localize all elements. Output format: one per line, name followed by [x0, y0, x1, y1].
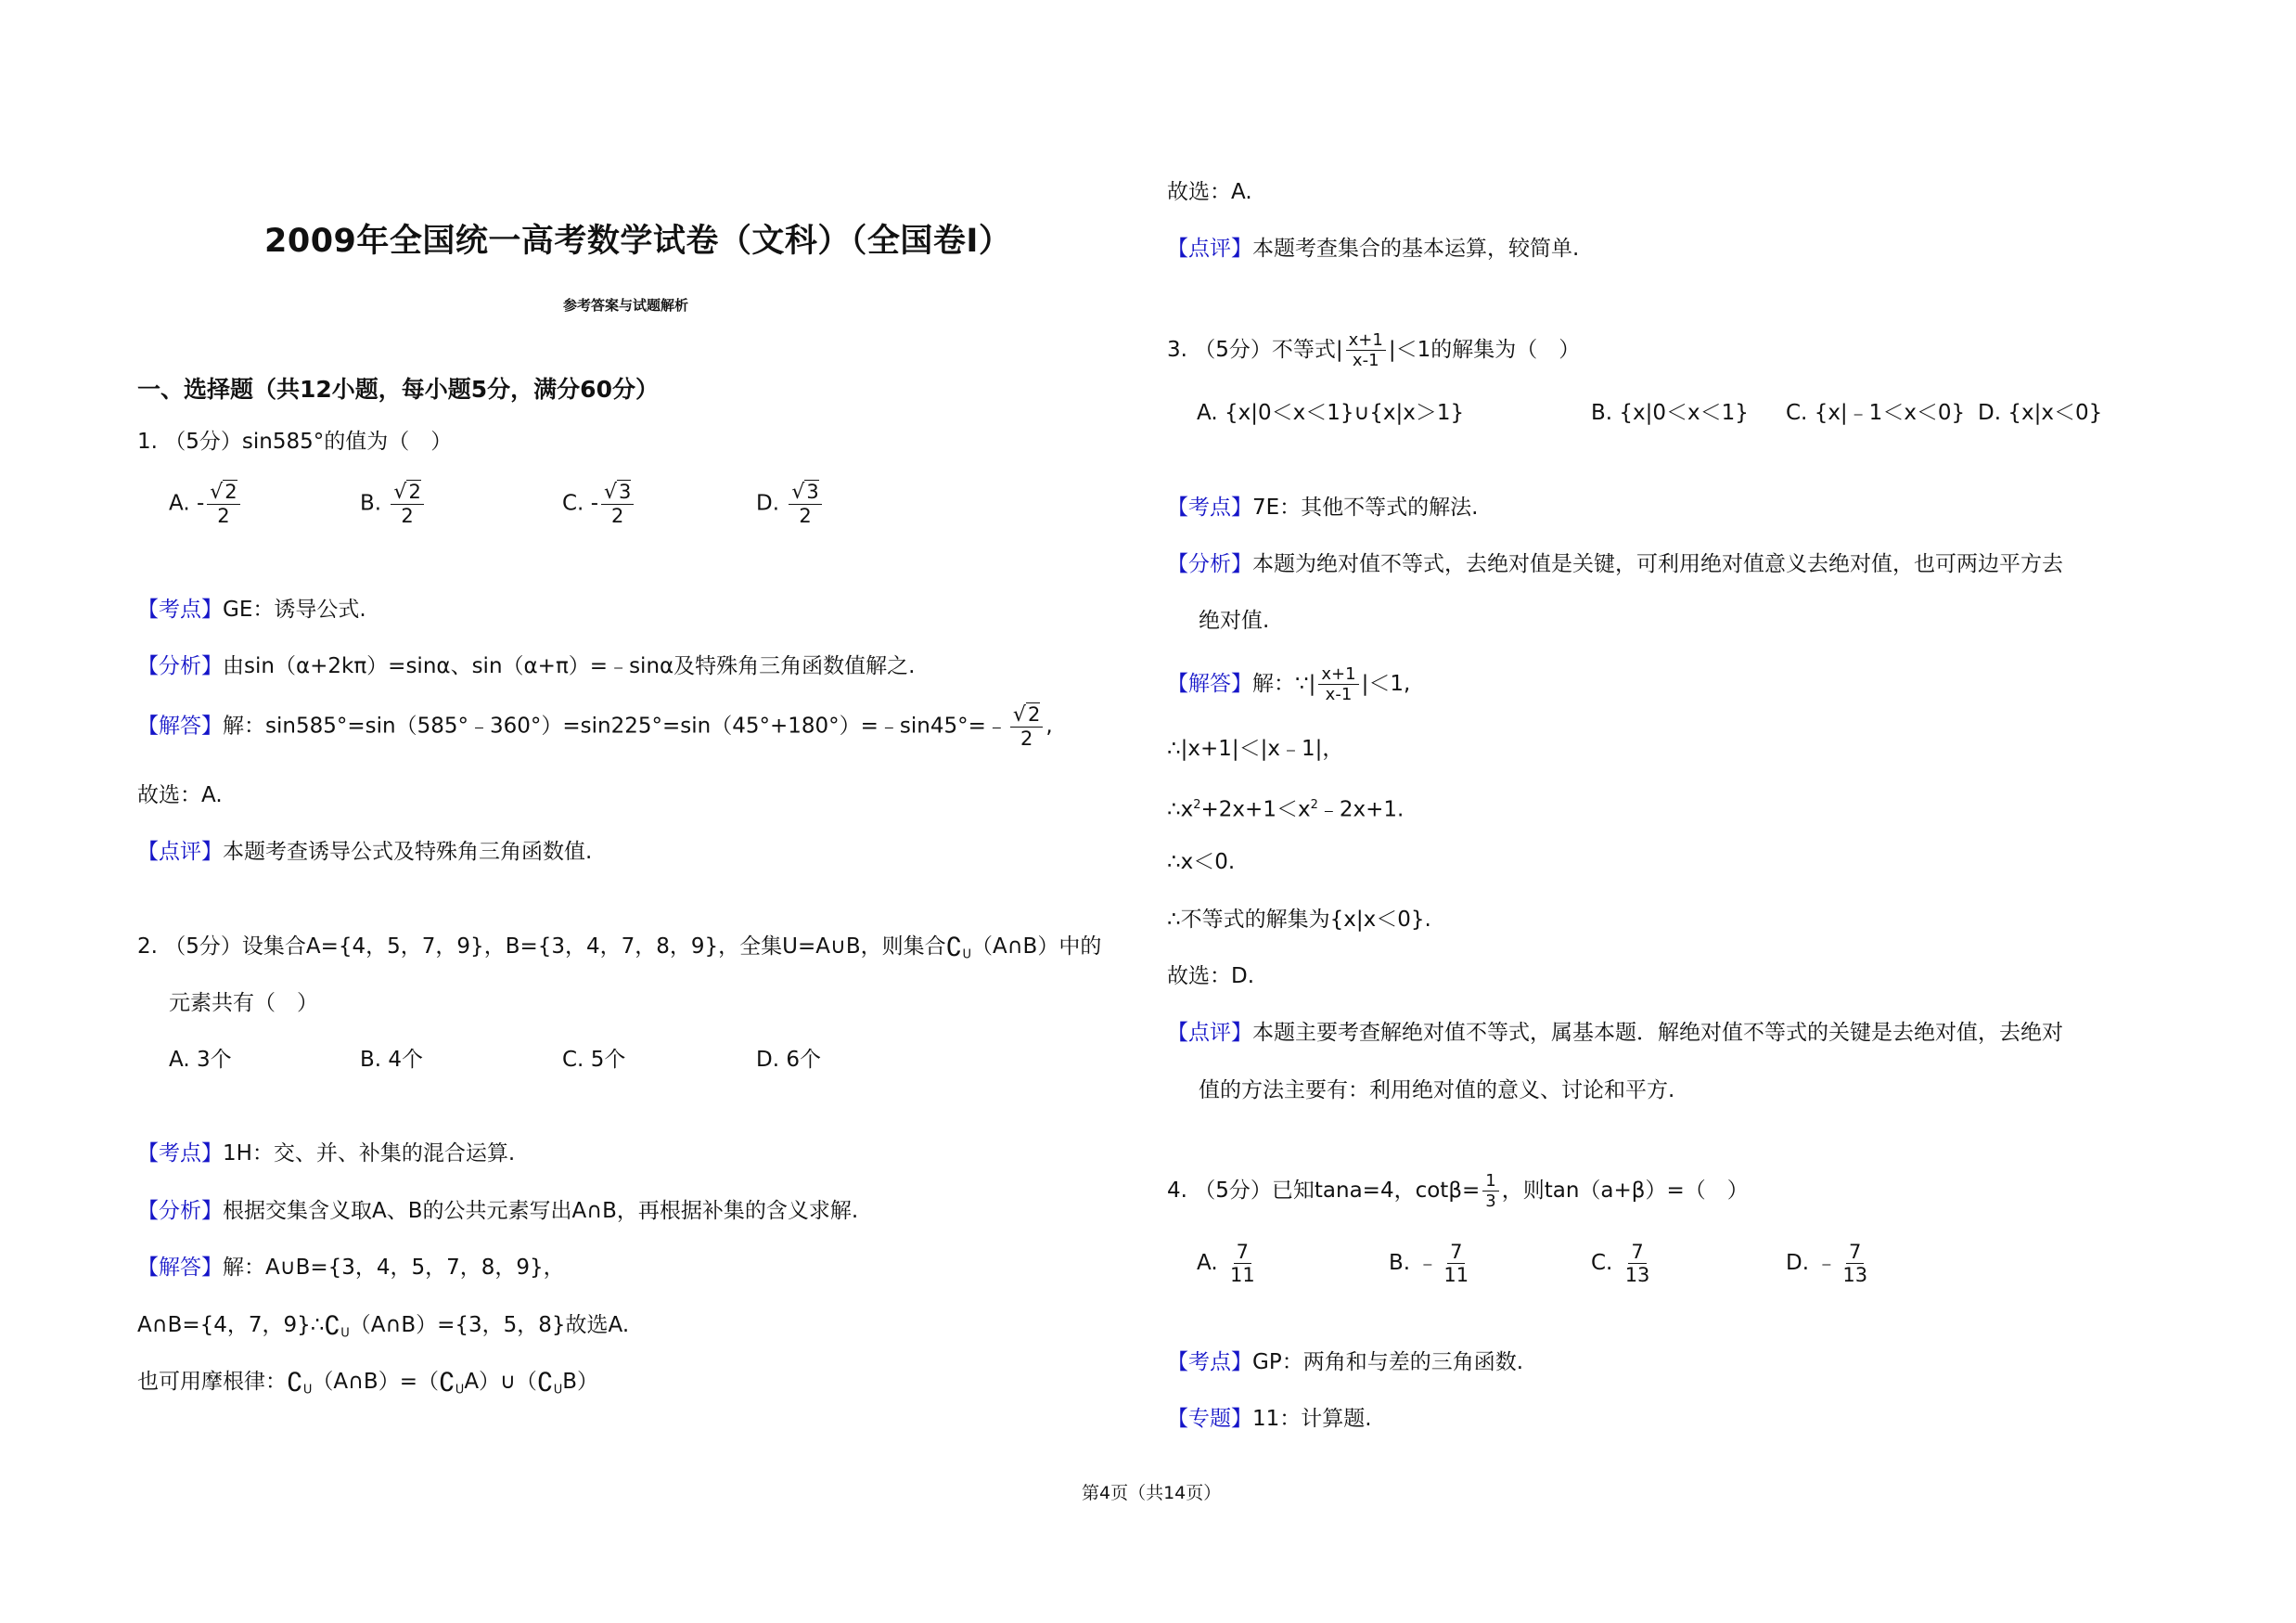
q2-step1 [137, 1311, 629, 1348]
q1-jieda: 【解答】解：sin585°=sin（585°﹣360°）=sin225°=sin（45°+180°）=﹣sin45°=﹣ $\frac{√2}{2}$ , [137, 703, 1053, 750]
denominator: 2 [611, 505, 624, 527]
stem-text: ，则tan（a+β）=（ ） [1501, 1179, 1749, 1203]
fenxi-text: 根据交集含义取A、B的公共元素写出A∩B，再根据补集的含义求解. [223, 1199, 859, 1223]
tag-jieda: 【解答】 [137, 1256, 223, 1280]
denominator: 2 [1020, 728, 1033, 750]
q3-guxuan: 故选：D. [1167, 964, 1255, 988]
denominator: x-1 [1352, 351, 1379, 370]
stem-text: 2. （5分）设集合A={4，5，7，9}，B={3，4，7，8，9}，全集U=A∪B，则集合 [137, 934, 946, 959]
numerator: 1 [1482, 1171, 1498, 1191]
q4-option-d [1786, 1241, 1873, 1286]
q1-kaodian [137, 596, 366, 624]
numerator: 7 [1846, 1241, 1864, 1264]
option-label: C. [1786, 401, 1808, 425]
tag-fenxi: 【分析】 [1167, 552, 1252, 576]
option-text: 5个 [590, 1048, 626, 1072]
denominator: 3 [1485, 1191, 1496, 1211]
tag-dianping: 【点评】 [1167, 1021, 1252, 1045]
q2-option-a [169, 1046, 232, 1074]
denominator: 2 [217, 505, 230, 527]
exponent: 2 [1310, 798, 1318, 812]
q4-kaodian [1167, 1348, 1523, 1376]
subscript-u: U [962, 947, 971, 962]
q2-option-d [756, 1046, 821, 1074]
stem-text: （A∩B）中的 [970, 934, 1102, 959]
minus-sign: - [196, 491, 205, 516]
kaodian-text: GP：两角和与差的三角函数. [1252, 1350, 1524, 1374]
q4-option-b [1389, 1241, 1474, 1286]
kaodian-text: GE：诱导公式. [223, 598, 366, 622]
page-number: 第4页（共14页） [1082, 1483, 1222, 1503]
option-text: {x|﹣1＜x＜0} [1814, 401, 1966, 425]
tag-kaodian: 【考点】 [1167, 1350, 1252, 1374]
q4-zhuanti [1167, 1405, 1372, 1433]
q2-option-c [562, 1046, 625, 1074]
denominator: 11 [1229, 1264, 1255, 1286]
step-text: B） [562, 1370, 599, 1394]
dianping-text: 本题主要考查解绝对值不等式，属基本题．解绝对值不等式的关键是去绝对值，去绝对 [1252, 1021, 2063, 1045]
minus-sign: ﹣ [1417, 1251, 1439, 1275]
option-label: B. [1389, 1251, 1411, 1275]
kaodian-text: 1H：交、并、补集的混合运算. [223, 1141, 516, 1166]
q4-stem [1167, 1171, 1749, 1211]
tag-fenxi: 【分析】 [137, 1199, 223, 1223]
step-text: A）∪（ [464, 1370, 537, 1394]
q1-option-a: A. - $\frac{√2}{2}$ [169, 481, 243, 527]
dianping-text: 本题考查集合的基本运算，较简单. [1252, 237, 1580, 261]
q2-jieda [137, 1254, 565, 1282]
step-text: +2x+1＜x [1200, 797, 1311, 822]
option-text: 3个 [196, 1048, 232, 1072]
step-text: （A∩B）={3，5，8}故选A. [349, 1313, 630, 1337]
option-label: D. [1786, 1251, 1810, 1275]
tag-jieda: 【解答】 [137, 714, 223, 739]
option-label: D. [756, 1048, 780, 1072]
q3-step2 [1167, 792, 1404, 824]
section-heading: 一、选择题（共12小题，每小题5分，满分60分） [137, 376, 659, 403]
option-label: C. [562, 1048, 584, 1072]
radicand: 2 [1027, 703, 1041, 726]
option-text: 6个 [786, 1048, 821, 1072]
q1-option-c: C. - $\frac{√3}{2}$ [562, 481, 636, 527]
subscript-u: U [302, 1383, 313, 1398]
option-text: {x|0＜x＜1}∪{x|x＞1} [1224, 401, 1465, 425]
q3-fenxi-line2: 绝对值. [1199, 609, 1270, 633]
option-label: B. [360, 1048, 382, 1072]
tag-dianping: 【点评】 [1167, 237, 1252, 261]
jieda-text: 解：∵| [1252, 672, 1316, 696]
q3-stem [1167, 330, 1580, 370]
q1-option-b: B. $\frac{√2}{2}$ [360, 481, 427, 527]
q2-fenxi [137, 1197, 858, 1225]
jieda-text: |＜1, [1361, 672, 1411, 696]
radicand: 2 [224, 481, 237, 503]
q3-option-d [1978, 399, 2102, 427]
option-label: C. [1591, 1251, 1613, 1275]
denominator: 11 [1443, 1264, 1469, 1286]
option-label: A. [169, 491, 190, 516]
step-text: （A∩B）=（ [312, 1370, 439, 1394]
tag-dianping: 【点评】 [137, 840, 223, 864]
q3-kaodian [1167, 494, 1478, 522]
stem-text: |＜1的解集为（ ） [1388, 338, 1581, 362]
option-label: D. [1978, 401, 2002, 425]
stem-text: 3. （5分）不等式| [1167, 338, 1343, 362]
radicand: 3 [806, 481, 819, 503]
step-text: ∴x [1167, 797, 1194, 822]
q3-option-c [1786, 399, 1965, 427]
numerator: 7 [1447, 1241, 1465, 1264]
dianping-text: 本题考查诱导公式及特殊角三角函数值. [223, 840, 593, 864]
option-label: C. [562, 491, 584, 516]
step-text: ﹣2x+1. [1317, 797, 1405, 822]
option-label: A. [169, 1048, 190, 1072]
tag-jieda: 【解答】 [1167, 672, 1252, 696]
radicand: 2 [408, 481, 421, 503]
jieda-text: 解：sin585°=sin（585°﹣360°）=sin225°=sin（45°+180°）=﹣sin45°=﹣ [223, 714, 1007, 739]
q2-stem-line2: 元素共有（ ） [169, 991, 318, 1015]
step-text: 也可用摩根律： [137, 1370, 287, 1394]
complement-symbol: ∁ [945, 932, 963, 962]
q1-stem: 1. （5分）sin585°的值为（ ） [137, 430, 453, 454]
complement-symbol: ∁ [324, 1310, 341, 1341]
tag-fenxi: 【分析】 [137, 654, 223, 678]
kaodian-text: 7E：其他不等式的解法. [1252, 496, 1479, 520]
denominator: 13 [1624, 1264, 1650, 1286]
q2-dianping [1167, 235, 1579, 263]
denominator: x-1 [1325, 685, 1353, 704]
numerator: x+1 [1346, 330, 1386, 351]
radicand: 3 [619, 481, 632, 503]
denominator: 2 [401, 505, 414, 527]
complement-symbol: ∁ [438, 1367, 455, 1398]
q3-dianping [1167, 1019, 2063, 1047]
denominator: 13 [1842, 1264, 1868, 1286]
step-text: A∩B={4，7，9}∴ [137, 1313, 325, 1337]
q3-step3: ∴x＜0. [1167, 850, 1236, 874]
q3-step4: ∴不等式的解集为{x|x＜0}. [1167, 908, 1431, 932]
subscript-u: U [340, 1326, 350, 1341]
complement-symbol: ∁ [536, 1367, 554, 1398]
q2-guxuan: 故选：A. [1167, 180, 1252, 204]
q1-fenxi [137, 652, 916, 680]
page-subtitle: 参考答案与试题解析 [563, 297, 689, 314]
stem-text: 4. （5分）已知tana=4，cotβ= [1167, 1179, 1481, 1203]
q4-option-c [1591, 1241, 1655, 1286]
subscript-u: U [455, 1383, 465, 1398]
jieda-text: 解：A∪B={3，4，5，7，8，9}， [223, 1256, 565, 1280]
fenxi-text: 本题为绝对值不等式，去绝对值是关键，可利用绝对值意义去绝对值，也可两边平方去 [1252, 552, 2063, 576]
q2-kaodian [137, 1140, 515, 1167]
tag-kaodian: 【考点】 [1167, 496, 1252, 520]
q4-option-a [1197, 1241, 1261, 1286]
q3-option-b [1591, 399, 1749, 427]
fenxi-text: 由sin（α+2kπ）=sinα、sin（α+π）=﹣sinα及特殊角三角函数值解之. [223, 654, 916, 678]
tag-zhuanti: 【专题】 [1167, 1407, 1252, 1431]
option-text: {x|0＜x＜1} [1619, 401, 1749, 425]
numerator: 7 [1234, 1241, 1251, 1264]
zhuanti-text: 11：计算题. [1252, 1407, 1372, 1431]
minus-sign: ﹣ [1815, 1251, 1838, 1275]
q1-dianping [137, 838, 592, 866]
q3-dianping-line2: 值的方法主要有：利用绝对值的意义、讨论和平方. [1199, 1078, 1675, 1102]
q3-jieda [1167, 664, 1410, 704]
option-label: A. [1197, 401, 1218, 425]
option-label: B. [1591, 401, 1613, 425]
option-text: 4个 [388, 1048, 424, 1072]
option-label: A. [1197, 1251, 1218, 1275]
numerator: 7 [1628, 1241, 1646, 1264]
q1-option-d: D. $\frac{√3}{2}$ [756, 481, 825, 527]
q3-option-a [1197, 399, 1464, 427]
exponent: 2 [1193, 798, 1201, 812]
denominator: 2 [799, 505, 812, 527]
q3-fenxi [1167, 550, 2063, 578]
punctuation: , [1045, 714, 1053, 739]
q3-step1: ∴|x+1|＜|x﹣1|， [1167, 737, 1344, 761]
option-label: D. [756, 491, 780, 516]
q1-guxuan: 故选：A. [137, 783, 223, 807]
q2-stem-line1 [137, 933, 1101, 970]
option-text: {x|x＜0} [2007, 401, 2103, 425]
tag-kaodian: 【考点】 [137, 1141, 223, 1166]
q2-step2 [137, 1368, 598, 1405]
option-label: B. [360, 491, 382, 516]
page-title: 2009年全国统一高考数学试卷（文科）（全国卷I） [264, 223, 1012, 260]
tag-kaodian: 【考点】 [137, 598, 223, 622]
numerator: x+1 [1318, 664, 1358, 685]
subscript-u: U [553, 1383, 563, 1398]
q2-option-b [360, 1046, 423, 1074]
minus-sign: - [590, 491, 598, 516]
complement-symbol: ∁ [287, 1367, 303, 1398]
